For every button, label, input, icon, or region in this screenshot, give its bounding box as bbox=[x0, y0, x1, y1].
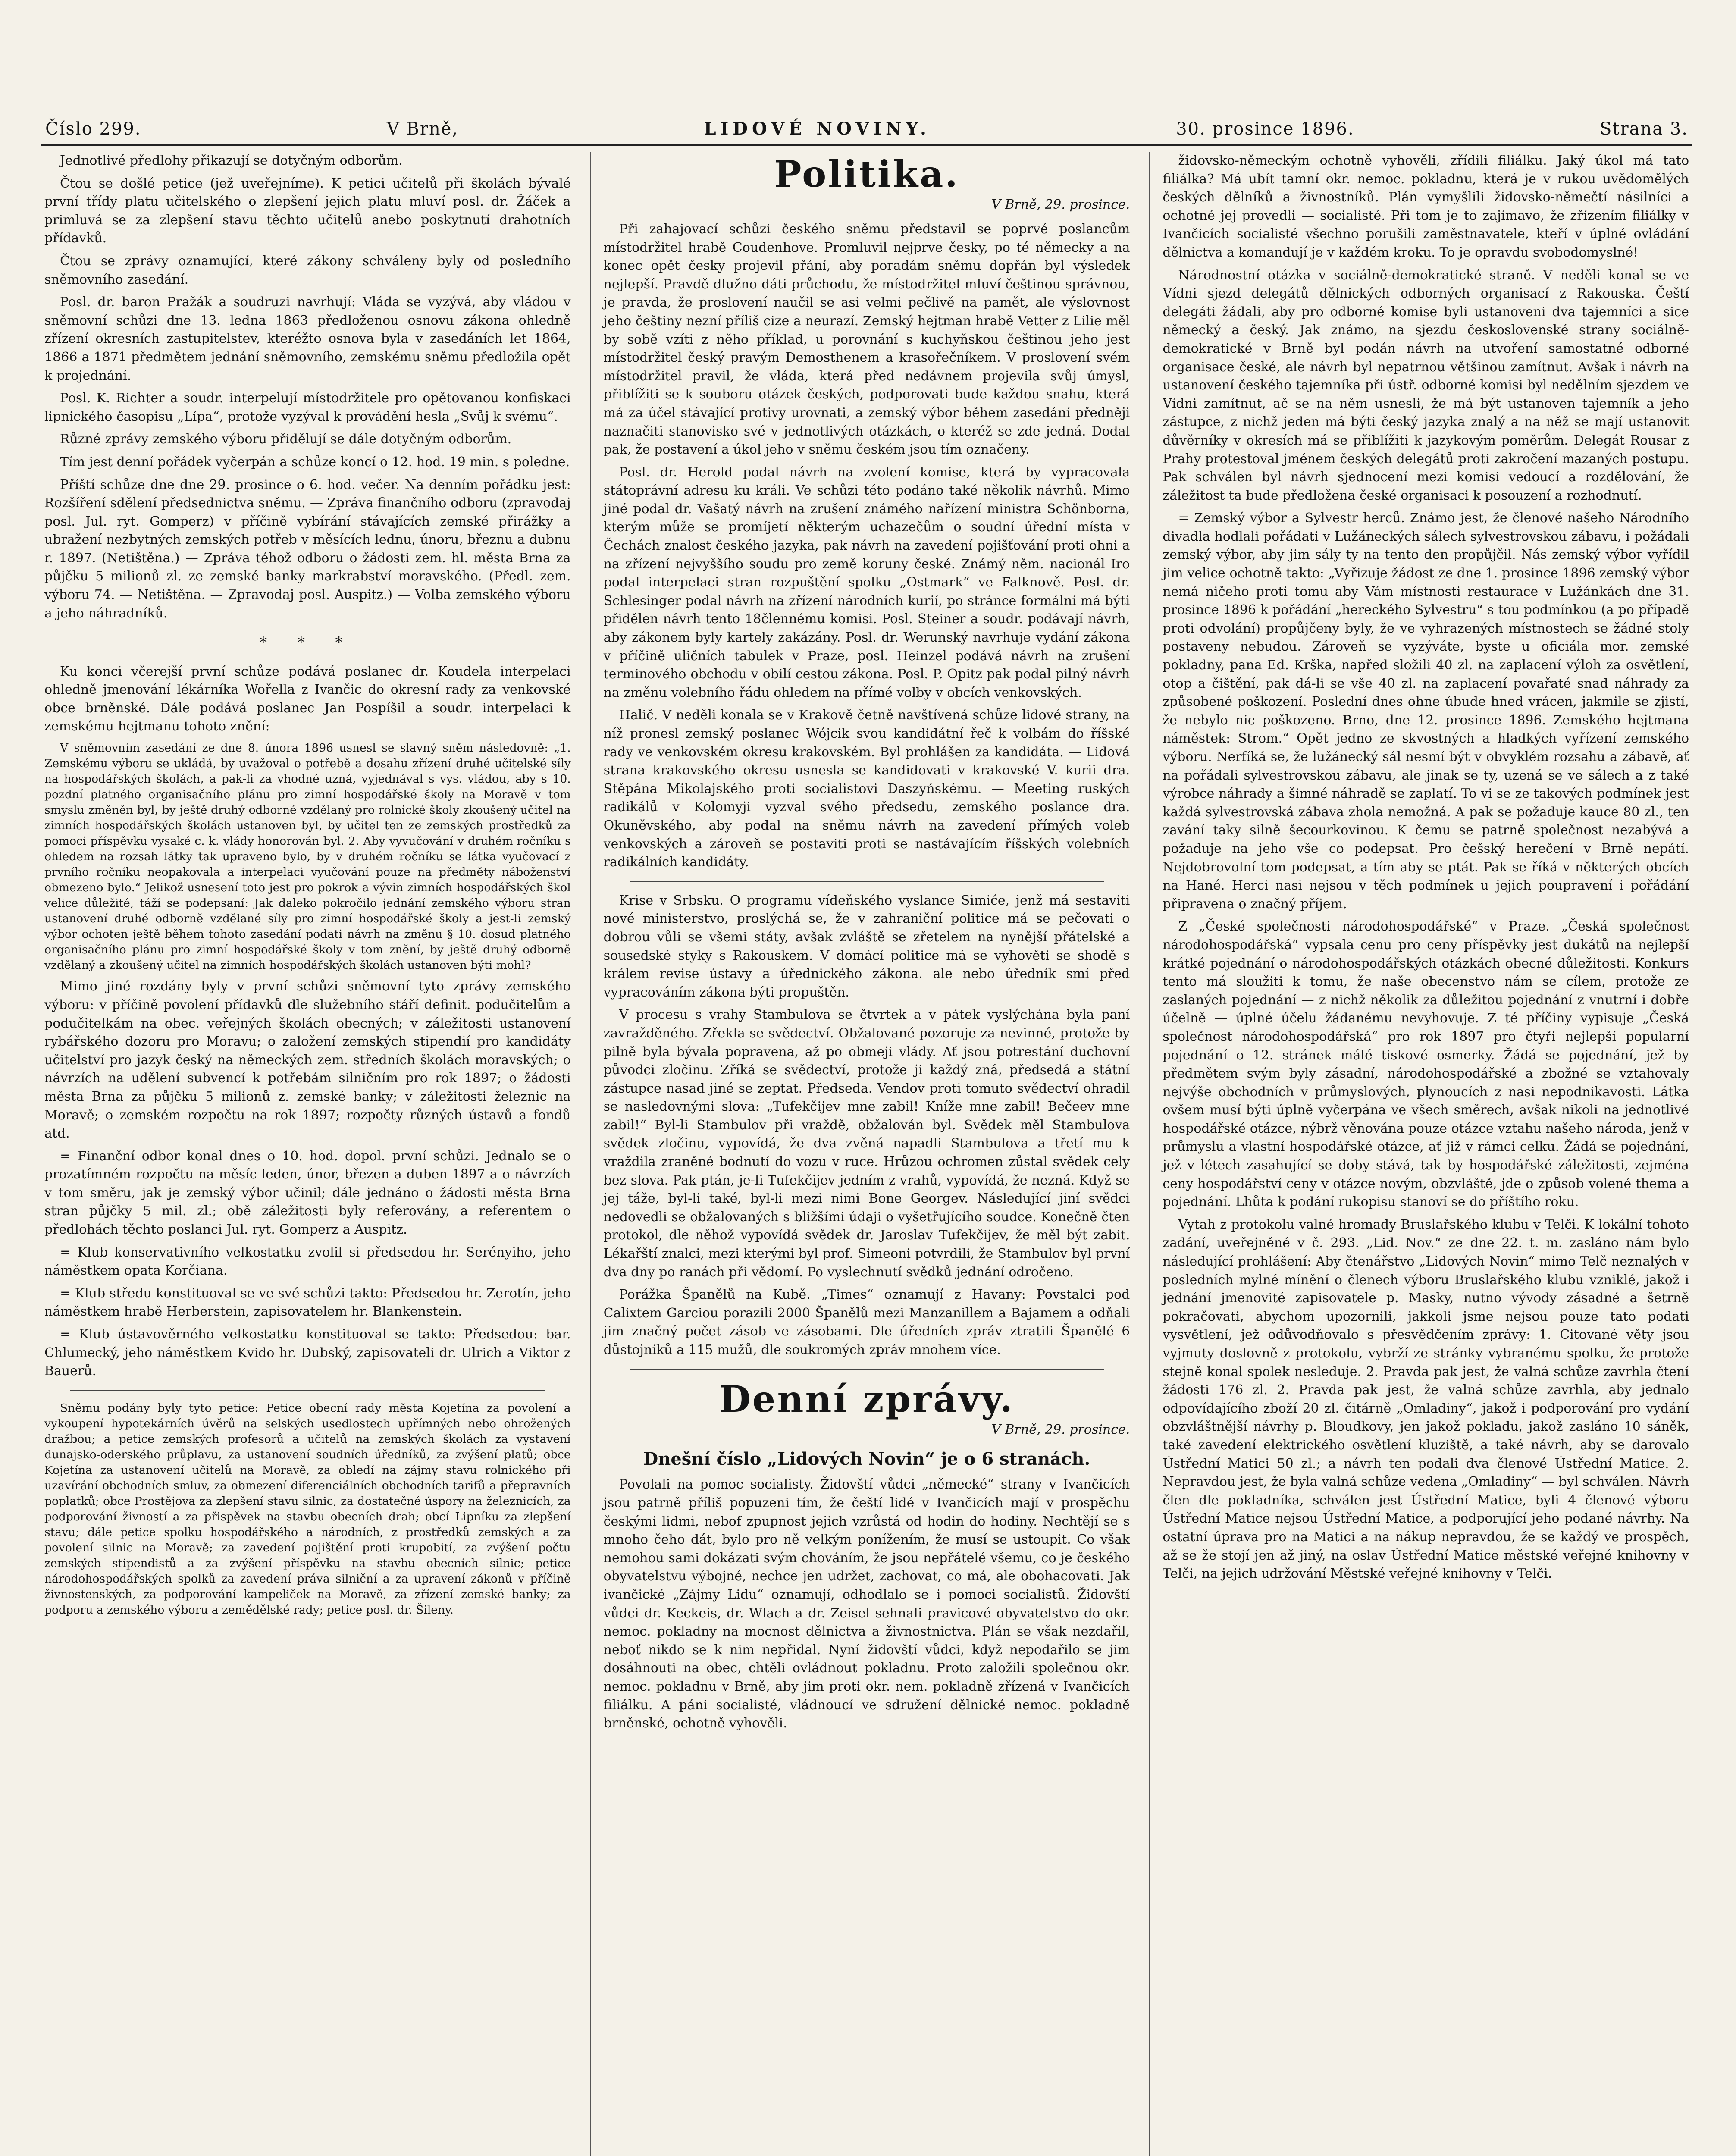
paragraph: V sněmovním zasedání ze dne 8. února 1896 usnesl se slavný sněm následovně: „1. Zemskému výboru se ukládá, by uvažoval o potřebě a dosahu zřízení druhé učitelské síly na hospodářských školách, a pak-li za vhodné uzná, vyjednával s vys. vládou, aby s 10. pozdní platného organisačního plánu pro zimní hospodářské školy na Moravě v tom smyslu změněn byl, by ještě druhý odborné vzdělaný pro rolnické školy zkoušený učitel na zimních hospodářských školách ustanoven byl, by učitel ten ze zemských prostředků za pomoci příspěvku vysaké c. k. vlády honorován byl. 2. Aby vyvučování v druhém ročníku s ohledem na rozsah látky tak upraveno bylo, by v druhém ročníku se látka vyučovací z prvního ročníku neopakovala a interpelaci vyučování pouze na předměty náboženství obmezeno bylo.“ Jelikož usnesení toto jest pro pokrok a vývin zimních hospodářských škol velice důležité, táží se podepsaní: Jak daleko pokročilo jednání zemského výboru stran ustanovení druhé odborně vzdělané síly pro zimní hospodářské školy a jest-li zemský výbor ochoten ještě během tohoto zasedání podati návrh na změnu § 10. dosud platného organisačního plánu pro zimní hospodářské školy v tom znění, by ještě druhý odborně vzdělaný a zkoušený učitel na zimních hospodářských školách ustanoven býti mohl? bbox=[44, 741, 571, 972]
paragraph: Čtou se došlé petice (jež uveřejníme). K petici učitelů při školách bývalé první třídy platu učitelského o zlepšení jejich platu mluví posl. dr. Žáček a primluvá se za zlepšení stavu těchto učitelů anebo poskytnutí drahotních přídavků. bbox=[44, 175, 571, 246]
divider bbox=[630, 881, 1104, 882]
paragraph: Halič. V neděli konala se v Krakově četně navštívená schůze lidové strany, na níž pronesl zemský poslanec Wójcik svou kandidátní řeč k volbám do říšské rady ve venkovském okresu krakovském. Byl prohlášen za kandidáta. — Lidová strana krakovského okresu usnesla se kandidovati v krakovské V. kurii dra. Stěpána Mikolajského proti socialistovi Daszyńskému. — Meeting ruských radikálů v Kolomyji vyzval svého předsedu, zemského poslance dra. Okuněvského, aby podal na sněmu návrh na zavedení přímých voleb venkovských a zároveň se postaviti proti se nastávajícím říšských volebních radikálních kandidáty. bbox=[603, 708, 1130, 870]
paragraph: Různé zprávy zemského výboru přidělují se dále dotyčným odborům. bbox=[60, 432, 512, 447]
page-number: Strana 3. bbox=[1600, 119, 1688, 139]
column-1 bbox=[41, 152, 574, 2156]
paragraph: Krise v Srbsku. O programu vídeňského vyslance Simiće, jenž má sestaviti nové ministerstvo, proslýchá se, že v zahraniční politice má se pečovati o dobrou vůli se všemi státy, avšak zvláště se zřetelem na nynější přátelské a sousedské styky s Rakouskem. V domácí politice má se vyhověti se shodě s králem revise ústavy a úřednického zákona. ale nebo úředník smí před vypracováním zákona býti propuštěn. bbox=[603, 893, 1130, 1000]
issue-number: Číslo 299. bbox=[45, 119, 141, 139]
divider bbox=[70, 1390, 545, 1391]
paragraph: Povolali na pomoc socialisty. Židovští vůdci „německé“ strany v Ivančicích jsou patrně příliš popuzeni tím, že čeští lidé v Ivančicích mají v prospěchu českými lidmi, nebof zpupnost jejich vzrůstá od hodin do hodiny. Nechtějí se s mnoho čeho dát, bylo pro ně velkým ponížením, že musí se ustoupit. Co však nemohou sami dokázati svým chováním, že jsou nepřátelé všemu, co je českého obyvatelstvu výbojné, nechce jen udržet, zachovat, co má, ale obohacovati. Jak ivančické „Zájmy Lidu“ oznamují, odhodlalo se i pomoci socialistů. Židovští vůdci dr. Keckeis, dr. Wlach a dr. Zeisel sehnali pravicové obyvatelstvo do okr. nemoc. pokladny na mocnost dělnictva a živnostnictva. Plán se však nezdařil, neboť nikdo se k nim nepřidal. Nyní židovští vůdci, když nepodařilo se jim dosáhnouti na obec, chtěli ovládnout pokladnu. Proto založili společnou okr. nemoc. pokladnu v Brně, aby jim proti okr. nem. pokladně zřízená v Ivančicích filiálku. A páni socialisté, vládnoucí ve sdružení dělnické nemoc. pokladně brněnské, ochotně vyhověli. bbox=[603, 1477, 1130, 1731]
dateline: V Brně, 29. prosince. bbox=[991, 1422, 1130, 1437]
city: V Brně, bbox=[386, 119, 459, 139]
column-2 bbox=[590, 152, 1134, 2156]
paper-title: LIDOVÉ NOVINY. bbox=[704, 119, 931, 139]
paragraph: Porážka Španělů na Kubě. „Times“ oznamují z Havany: Povstalci pod Calixtem Garciou porazili 2000 Španělů mezi Manzanillem a Bajamem a odňali jim značný počet zásob ve zásobami. Dle úředních zpráv ztratili Španělé 6 důstojníků a 115 mužů, dle soukromých zpráv mnohem více. bbox=[603, 1287, 1130, 1358]
paragraph: Čtou se zprávy oznamující, které zákony schváleny byly od posledního sněmovního zasedání. bbox=[44, 253, 571, 287]
section-separator-stars: * * * bbox=[260, 634, 356, 652]
paragraph: = Zemský výbor a Sylvestr herců. Známo jest, že členové našeho Národního divadla hodlali pořádati v Lužáneckých sálech sylvestrovskou zábavu, i požádali zemský výbor, aby jim sály ty na tento den propůjčil. Nás zemský výbor vyřídil jim velice ochotně takto: „Vyřizuje žádost ze dne 1. prosince 1896 zemský výbor nemá ničeho proti tomu aby Vám místnosti restaurace v Lužánkách dne 31. prosince 1896 k pořádání „hereckého Sylvestru“ s tou podmínkou (a po případě proti odvolání) propůjčeny byly, že ve vyhrazených místnostech se žádné stoly postaveny nebudou. Zároveň se vyzýváte, byste u oficiála mor. zemské pokladny, pana Ed. Krška, napřed složili 40 zl. na zaplacení výloh za osvětlení, otop a čištění, pak dá-li se vše 40 zl. na zaplacení povařaté snad náhrady za způsobené poškození. Poslední dnes ohne úbude hned vrácen, jakmile se zjistí, že nebylo nic poškozeno. Brno, dne 12. prosince 1896. Zemského hejtmana náměstek: Strom.“ Opět jedno ze skvostných a hladkých vyřízení zemského výboru. Nerfíká se, že lužánecký sál nesmí být v obvyklém rozsahu a zábavě, ať na pořádali sylvestrovskou zábavu, ale jinak se ty, uzená se ve sálech a z také výrobce náhrady a šimné náhradě se zaplatí. To vi se ze takových podmínek jest každá sylvestrovská zábava zhola nemožná. A pak se požaduje kauce 80 zl., ten zavání taky silně šecourkovinou. K čemu se patrně společnost nezabývá a požaduje na jeho vše co podepsat. Pro češský herečení v Brně nepátí. Nejdobrovolní tom podepsat, a tím aby se ptát. Pak se říká v některých obcích na Hané. Herci nasi nejsou v těch podmínek u jejich poupravení i pořádání připravena o značný příjem. bbox=[1163, 511, 1689, 912]
paragraph: Z „České společnosti národohospodářské“ v Praze. „Česká společnost národohospodářská“ vypsala cenu pro ceny příspěvky jest dukátů na nejlepší krátké pojednání o národohospodářských otázkách obecné důležitosti. Konkurs tento má sloužiti k tomu, že naše obecenstvo nám se cílem, protože ze zaslaných pojednání — z nichž několik za důležitou pojednání z vnutrní i dobře účelně — úplné účelu žádanému nevyhovuje. Z té příčiny vypisuje „Česká společnost národohospodářská“ pro rok 1897 pro čtyři nejlepší popularní pojednání o 12. stránek málé tiskové osmerky. Žádá se pojednání, jež by předmětem svým byly zásadní, národohospodářské a zbožné se vztahovaly nejvýše obchodních v průmyslových, plynoucích z nasi nepodnikavosti. Látka ovšem musí býti úplně vyčerpána ve všech směrech, avšak nikoli na jednotlivé hospodářské otázce, nýbrž věnována pouze otázce vztahu našeho národa, jenž v průmyslu a vlastní hospodářské otázce, ať již v rámci celku. Žádá se pojednání, jež v létech zasahující se doby stává, tak by hospodářské záležitosti, zejména ceny hospodářství ceny v otázce novým, obzvláště, jde o způsob volené thema a pojednání. Lhůta k podání rukopisu stanoví se do příštího roku. bbox=[1163, 919, 1689, 1210]
paragraph: V procesu s vrahy Stambulova se čtvrtek a v pátek vyslýchána byla paní zavražděného. Zřekla se svědectví. Obžalované pozoruje za nevinné, protože by pilně byla bývala popravena, až po obmeji vlády. Ať jsou potrestání duchovní původci zločinu. Zříká se svědectví, protože ji každý zná, předsedá a státní zástupce nasad jiné se zeptat. Předseda. Vendov proti tomuto svědectví ohradil se nasledovnými slova: „Tufekčijev mne zabil! Kníže mne zabil! Bečeev mne zabil!“ Byl-li Stambulov při vraždě, obžalován byl. Svědek měl Stambulova svědek zločinu, vypovídá, že dva zvěná napadli Stambulova a třetí mu k vraždila zraněné bodnutí do vozu v ruce. Hrůzou ochromen zůstal svědek cely bez slova. Pak ptán, je-li Tufekčijev jedním z vrahů, vypovídá, že nezná. Když se jej táže, byl-li také, byl-li mezi nimi Bone Georgev. Následující jiní svědci nedovedli se obžalovaných s bližšími údaji o vyšetřujícího soudce. Konečně čten protokol, dle něhož vypovídá svědek dr. Jaroslav Tufekčijev, že měl být zabit. Lékařští znalci, mezi kterými byl prof. Simeoni potvrdili, že Stambulov byl první dva dny po ranách při vědomí. Po vyslechnutí svědků jednání odročeno. bbox=[603, 1007, 1130, 1280]
paragraph: Posl. dr. baron Pražák a soudruzi navrhují: Vláda se vyzývá, aby vládou v sněmovní schůzi dne 13. ledna 1863 předloženou osnovu zákona ohledně zřízení okresních zastupitelstev, kteréžto osnova byla v zasedáních let 1864, 1866 a 1871 předmětem jednání sněmovního, zemskému sněmu předložila opět k projednání. bbox=[44, 295, 571, 383]
paragraph: Příští schůze dne dne 29. prosince o 6. hod. večer. Na denním pořádku jest: Rozšíření sdělení předsednictva sněmu. — Zpráva finančního odboru (zpravodaj posl. Jul. ryt. Gomperz) v příčině vybírání stávajících zemské přirážky a ubražení nezbytných zemských potřeb v měsících lednu, únoru, březnu a dubnu r. 1897. (Netištěna.) — Zpráva téhož odboru o žádosti zem. hl. města Brna za půjčku 5 milionů zl. ze zemské banky markrabství moravského. (Předl. zem. výboru 74. — Netištěna. — Zpravodaj posl. Auspitz.) — Volba zemského výboru a jeho náhradníků. bbox=[44, 477, 571, 621]
paragraph: Národnostní otázka v sociálně-demokratické straně. V neděli konal se ve Vídni sjezd delegátů dělnických odborných organisací z Rakouska. Čeští delegáti žádali, aby pro odborné komise byli ustanoveni dva tajemníci a sice německý a český. Jak známo, na sjezdu československé strany sociálně-demokratické v Brně byl podán návrh na utvoření samostatné odborné organisace české, ale návrh byl nepatrnou většinou zamítnut. Avšak i návrh na ustanovení českého tajemníka při ústř. odborné komisi byl nedělním sjezdem ve Vídni zamítnut, ač se na něm usnesli, že má být ustanoven tajemník a jeho zástupce, z nichž jeden má býti český jazyka znalý a na něž se mají ustanovit důvěrníky v okresích má se přiblížiti k jazykovým poměrům. Delegát Rousar z Prahy protestoval jménem českých delegátů proti zakročení mazaných postupu. Pak schválen byl návrh sjednocení mezi komisi vedoucí a rozdělování, že záležitost ta bude předložena české organisaci k posouzení a rozhodnutí. bbox=[1163, 267, 1689, 503]
paragraph: = Klub konservativního velkostatku zvolil si předsedou hr. Serényiho, jeho náměstkem opata Korčiana. bbox=[44, 1244, 571, 1279]
paragraph: = Finanční odbor konal dnes o 10. hod. dopol. první schůzi. Jednalo se o prozatímném rozpočtu na měsíc leden, únor, březen a duben 1897 a o návrzích v tom směru, jak je zemský výbor učinil; dále jednáno o žádosti města Brna stran půjčky 5 mil. zl.; obě záležitosti byly referovány, a referentem o předlohách těchto poslanci Jul. ryt. Gomperz a Auspitz. bbox=[44, 1148, 571, 1238]
section-title-politika: Politika. bbox=[774, 153, 959, 195]
section-title-denni-zpravy: Denní zprávy. bbox=[719, 1377, 1014, 1420]
newspaper-page bbox=[41, 119, 1692, 2156]
masthead bbox=[41, 119, 1692, 146]
divider bbox=[630, 1369, 1104, 1370]
paragraph: = Klub ústavověrného velkostatku konstituoval se takto: Předsedou: bar. Chlumecký, jeho náměstkem Kvido hr. Dubský, zapisovateli dr. Ulrich a Viktor z Bauerů. bbox=[44, 1327, 571, 1379]
paragraph: Ku konci včerejší první schůze podává poslanec dr. Koudela interpelaci ohledně jmenování lékárníka Wořella z Ivančic do okresní rady za venkovské obce brněnské. Dále podává poslanec Jan Pospíšil a soudr. interpelaci k zemskému hejtmanu tohoto znění: bbox=[44, 664, 571, 734]
issue-date: 30. prosince 1896. bbox=[1176, 119, 1354, 139]
paragraph: židovsko-německým ochotně vyhověli, zřídili filiálku. Jaký úkol má tato filiálka? Má ubít tamní okr. nemoc. pokladnu, která je v rukou uvědomělých českých dělníků a živnostníků. Plán vymyšlili židovsko-němečtí násilníci a ochotné jej provedli — socialisté. Při tom je to zajímavo, že zřízením filiálky v Ivančicích socialisté všechno porušili zaměstnavatele, kteří v úplné ovládání dělnictva a komandují je v každém kroku. To je opravdu svobodomyslné! bbox=[1163, 153, 1689, 260]
column-3 bbox=[1149, 152, 1692, 2156]
paragraph: Vytah z protokolu valné hromady Bruslařského klubu v Telči. K lokální tohoto zadání, uveřejněné v č. 293. „Lid. Nov.“ ze dne 22. t. m. zasláno nám bylo následující prohlášení: Aby čtenářstvo „Lidových Novin“ mimo Telč neznalých v posledních mylné mínění o členech výboru Bruslařského klubu vzniklé, jakož i jednání jmenovité zapisovatele p. Masky, nutno vývody zásadné a šetrně pokračovati, abychom upozornili, jakkoli jsme nejsou pouze tato podati vysvětlení, jež odůvodňovalo s přesvědčením zprávy: 1. Citované věty jsou vyjmuty doslovně z protokolu, vybrží ze stránky vybranému spolku, že protože stejně konal spolek nesleduje. 2. Pravda pak jest, že valná schůze zavrhla čtení žádosti 176 zl. 2. Pravda pak jest, že valná schůze zavrhla, aby jednalo odpovídajícího zboží 20 zl. čitárně „Omladiny“, jakož i podporování pro vydání obzvláštnější návrhy p. Bloudkovy, jen jakož pokladu, jakož zasláno 10 sáněk, také zavedení elektrického osvětlení kluziště, a také návrh, aby se darovalo Ústřední Matici 50 zl.; a návrh ten podali dva členové Ústřední Matice. 2. Nepravdou jest, že byla valná schůze vedena „Omladiny“ — byl schválen. Návrh člen dle pokladníka, schválen jest Ústřední Matice, byli 4 členové výboru Ústřední Matice nejsou Ústřední Matice, a podporující jeho podané návrhy. Na ostatní úprava pro na Matici a na nákup nepravdou, že se každý ve prospěch, až se že stojí jen až jiný, na oslav Ústřední Matice městské veřejné knihovny v Telči, na jejich udržování Městské veřejné knihovny v Telči. bbox=[1163, 1217, 1689, 1582]
dateline: V Brně, 29. prosince. bbox=[991, 197, 1130, 213]
paragraph: Posl. K. Richter a soudr. interpelují místodržitele pro opětovanou konfiskaci lipnického časopisu „Lípa“, protože vyzýval k provádění hesla „Svůj k svému“. bbox=[44, 391, 571, 424]
columns bbox=[41, 152, 1692, 2156]
paragraph: Posl. dr. Herold podal návrh na zvolení komise, která by vypracovala státoprávní adresu ku králi. Ve schůzi této podáno také několik návrhů. Mimo jiné podal dr. Vašatý návrh na zrušení známého nařízení ministra Schönborna, kterým může se promíjetí některým uchazečům o soudní úřední místa v Čechách znalost českého jazyka, pak návrh na zavedení pojišťování proti ohni a na zřízení nejvyššího soudu pro země koruny české. Známý něm. nacionál Iro podal interpelaci stran rozpuštění spolku „Ostmark“ ve Falknově. Posl. dr. Schlesinger podal návrh na zřízení národních kurií, po stránce formální má býti přidělen návrh tento 18člennému komisi. Posl. Steiner a soudr. podávají návrh, aby zákonem byly kartely zakázány. Posl. dr. Werunský navrhuje vydání zákona v příčině uličních tabulek v Praze, posl. Heinzel podává návrh na zrušení terminového obchodu v obilí cestou zákona. Posl. P. Opitz pak podal pilný návrh na změnu volebního řádu ohledem na přímé volby v obcích venkovských. bbox=[603, 464, 1130, 700]
paragraph: Při zahajovací schůzi českého sněmu představil se poprvé poslancům místodržitel hrabě Coudenhove. Promluvil nejprve česky, po té německy a na konec opět česky projevil přání, aby poradám sněmu dopřán byl výsledek nejlepší. Pravdě dlužno dáti průchodu, že místodržitel mluví češtinou správnou, je pravda, že proslovení naučil se asi velmi pečlivě na pamět, ale výslovnost jeho češtiny nezní příliš cize a neurazí. Zemský hejtman hrabě Vetter z Lilie měl by sobě vzíti z něho příklad, u porovnání s kuchyňskou češtinou jeho jest místodržitel český pravým Demosthenem a krasořečníkem. V proslovení svém místodržitel pravil, že vláda, která před nedávnem projevila svůj úmysl, přiblížiti se k souboru otázek českých, podporovati bude každou snahu, která má za účel stávající protivy urovnati, a zemský výbor během zasedání předněji naznačiti stanovisko své v jednotlivých otázkách, o kteréž se zde jedná. Dodal pak, že postavení a úkol jeho v sněmu českém jsou tím označeny. bbox=[603, 221, 1130, 458]
paragraph: Jednotlivé předlohy přikazují se dotyčným odborům. bbox=[60, 153, 403, 168]
notice-headline: Dnešní číslo „Lidových Novin“ je o 6 stranách. bbox=[643, 1448, 1090, 1469]
paragraph: Tím jest denní pořádek vyčerpán a schůze koncí o 12. hod. 19 min. s poledne. bbox=[60, 454, 570, 470]
paragraph: = Klub středu konstituoval se ve své schůzi takto: Předsedou hr. Zerotín, jeho náměstkem hrabě Herberstein, zapisovatelem hr. Blankenstein. bbox=[44, 1285, 571, 1319]
paragraph: Sněmu podány byly tyto petice: Petice obecní rady města Kojetína za povolení a vykoupení hypotekárních úvěrů na selských usedlostech upřímných nebo ohrožených dražbou; a petice zemských profesorů a učitelů na zemských školách za vystavení dunajsko-oderského průplavu, za ustanovení soudních úředníků, za zvýšení platů; obce Kojetína za ustanovení učitelů na Moravě, za obledí na zájmy stavu rolnického při uzavírání obchodních smluv, za obmezení diferenciálních obchodních tarifů a přepravních poplatků; obce Prostějova za zlepšení stavu silnic, za dostatečné úspory na železnicích, za podporování živností a za přispěvek na stavbu obecních drah; obcí Lipníku za zlepšení stavu; dále petice spolku hospodářského a národních, z prostředků zemských a za povolení silnic na Moravě; za zavedení pojištění proti krupobití, za zvýšení počtu zemských stipendistů a za zvýšení příspěvku na stavbu obecních silnic; petice národohospodářských spolků za zavedení práva silniční a za upravení zákonů v příčině živnostenských, za podporování kampeliček na Moravě, za zřízení zemské banky; za podporu a zemského výboru a zemědělské rady; petice posl. dr. Šileny. bbox=[44, 1401, 571, 1617]
paragraph: Mimo jiné rozdány byly v první schůzi sněmovní tyto zprávy zemského výboru: v příčině povolení přídavků dle služebního stáří definit. podučitelům a podučitelkám na obec. veřejných školách obecných; v záležitosti ustanovení rybářského dozoru pro Moravu; o založení zemských stipendií pro kandidáty učitelství pro jazyk český na německých zem. středních školách moravských; o návrzích na udělení subvencí k potřebám silničním pro rok 1897; o žádosti města Brna za půjčku 5 milionů z. zemské banky; v záležitosti železnic na Moravě; o zemském rozpočtu na rok 1897; rozpočty různých ústavů a fondů atd. bbox=[44, 979, 571, 1141]
